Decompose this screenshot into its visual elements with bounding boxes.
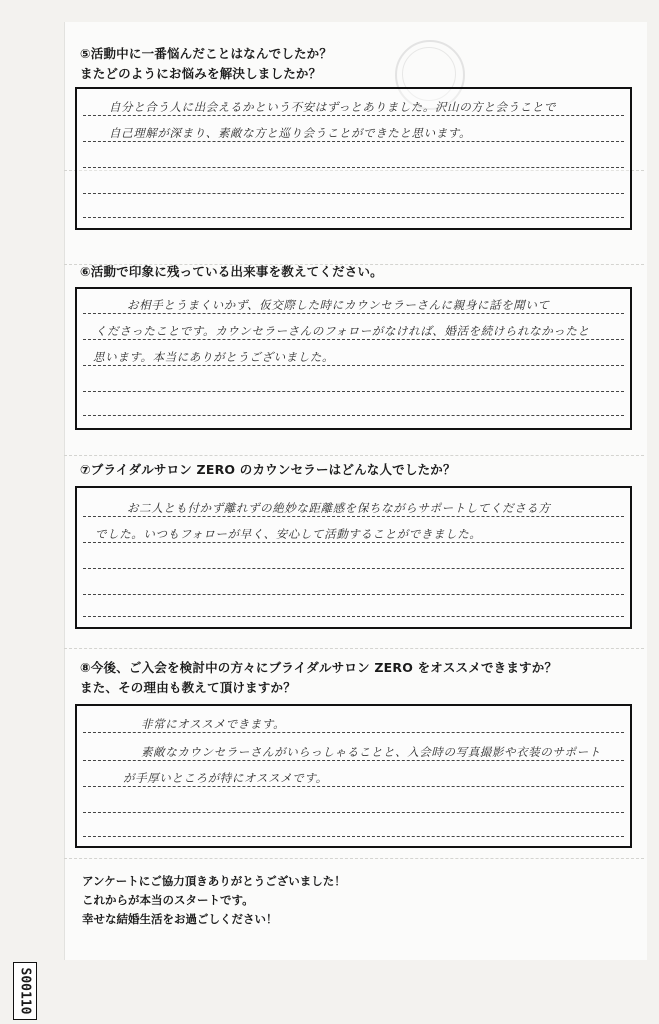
answer-line <box>83 350 624 366</box>
closing-line-2: これからが本当のスタートです。 <box>82 893 254 907</box>
answer-8-text-3: が手厚いところが特にオススメです。 <box>123 771 328 785</box>
closing-line-3: 幸せな結婚生活をお過ごしください！ <box>82 912 278 926</box>
document-id-stamp <box>13 962 37 1020</box>
question-6-line1: ⑥活動で印象に残っている出来事を教えてください。 <box>80 264 383 279</box>
answer-6-text-1: お相手とうまくいかず、仮交際した時にカウンセラーさんに親身に話を聞いて <box>127 298 550 312</box>
answer-line <box>83 100 624 116</box>
question-8-line1: ⑧今後、ご入会を検討中の方々にブライダルサロン ZERO をオススメできますか？ <box>80 660 558 675</box>
answer-line <box>83 836 624 837</box>
answer-6-text-2: くださったことです。カウンセラーさんのフォローがなければ、婚活を続けられなかったと <box>95 324 590 338</box>
question-6 <box>80 262 640 282</box>
question-8-line2: また、その理由も教えて頂けますか？ <box>80 680 296 695</box>
answer-line <box>83 217 624 218</box>
answer-line <box>83 324 624 340</box>
answer-line <box>83 771 624 787</box>
answer-box-6 <box>75 287 632 430</box>
answer-line <box>83 415 624 416</box>
answer-line <box>83 616 624 617</box>
answer-line <box>83 812 624 813</box>
answer-box-5 <box>75 87 632 230</box>
question-5-line1: ⑤活動中に一番悩んだことはなんでしたか？ <box>80 46 333 61</box>
answer-line <box>83 167 624 168</box>
closing-message <box>82 872 346 929</box>
answer-line <box>83 568 624 569</box>
answer-line <box>83 717 624 733</box>
answer-line <box>83 126 624 142</box>
bleed-through-rule <box>64 858 644 859</box>
answer-box-7 <box>75 486 632 629</box>
answer-line <box>83 193 624 194</box>
answer-line <box>83 594 624 595</box>
question-5 <box>80 44 640 84</box>
bleed-through-rule <box>64 455 644 456</box>
answer-line <box>83 745 624 761</box>
question-7 <box>80 460 640 480</box>
answer-line <box>83 527 624 543</box>
question-8 <box>80 658 640 698</box>
question-5-line2: またどのようにお悩みを解決しましたか？ <box>80 66 322 81</box>
answer-7-text-1: お二人とも付かず離れずの絶妙な距離感を保ちながらサポートしてくださる方 <box>127 501 551 515</box>
answer-line <box>83 298 624 314</box>
answer-line <box>83 501 624 517</box>
bleed-through-rule <box>64 648 644 649</box>
question-7-line1: ⑦ブライダルサロン ZERO のカウンセラーはどんな人でしたか？ <box>80 462 456 477</box>
answer-box-8 <box>75 704 632 848</box>
answer-7-text-2: でした。いつもフォローが早く、安心して活動することができました。 <box>95 527 482 541</box>
answer-8-text-1: 非常にオススメできます。 <box>141 717 286 731</box>
document-id: S00110 <box>17 967 33 1015</box>
answer-line <box>83 391 624 392</box>
closing-line-1: アンケートにご協力頂きありがとうございました！ <box>82 874 346 888</box>
answer-8-text-2: 素敵なカウンセラーさんがいらっしゃることと、入会時の写真撮影や衣装のサポート <box>141 745 601 759</box>
answer-5-text-2: 自己理解が深まり、素敵な方と巡り会うことができたと思います。 <box>109 126 472 140</box>
answer-6-text-3: 思います。本当にありがとうございました。 <box>93 350 335 364</box>
answer-5-text-1: 自分と合う人に出会えるかという不安はずっとありました。沢山の方と会うことで <box>109 100 557 114</box>
